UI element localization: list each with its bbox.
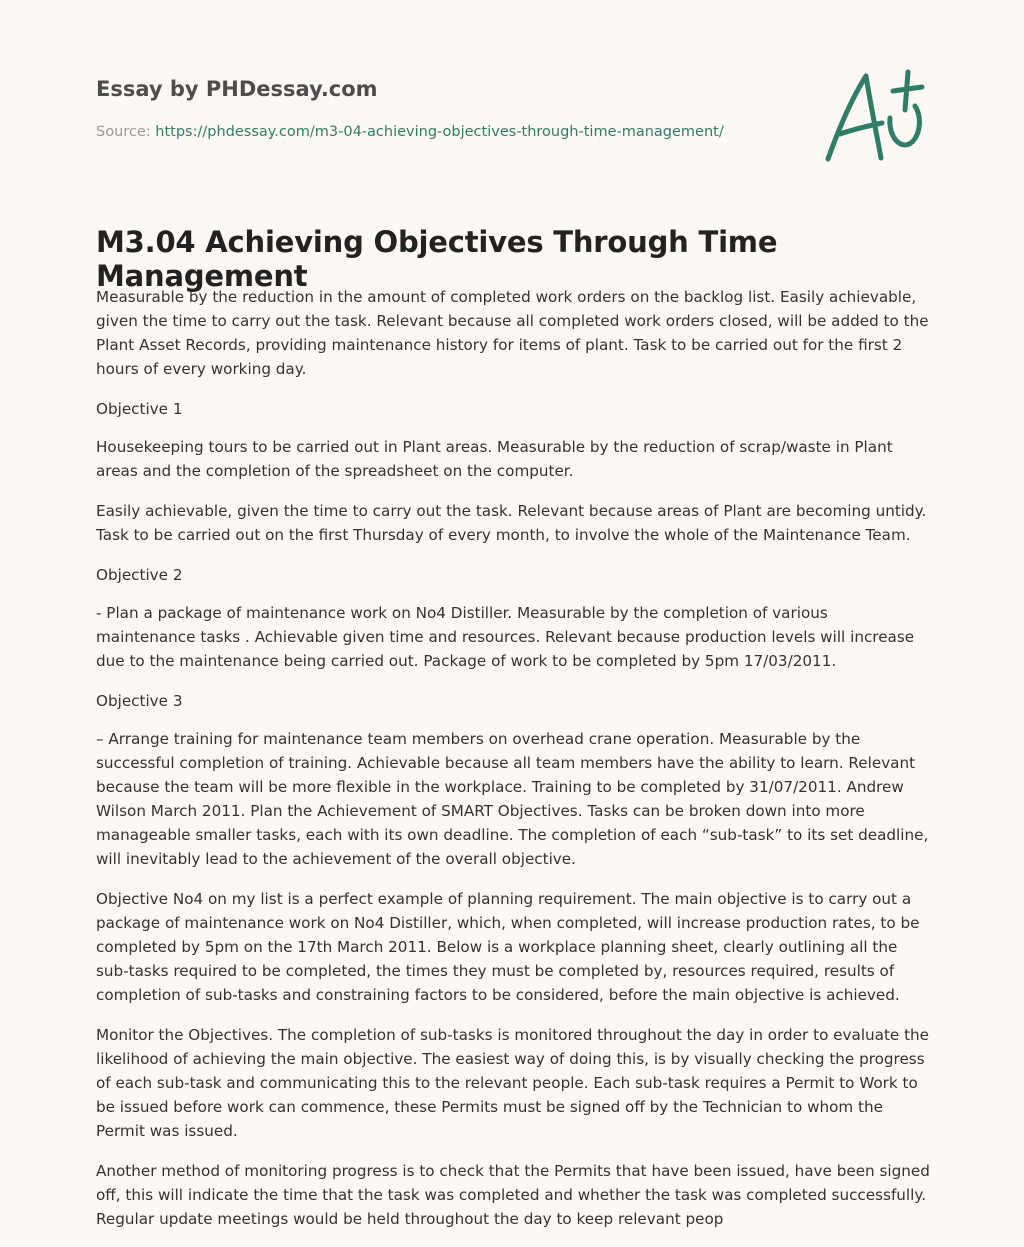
objective-heading: Objective 3 (96, 692, 183, 710)
source-line (96, 124, 724, 140)
site-brand: Essay by PHDessay.com (96, 77, 378, 101)
paragraph: Monitor the Objectives. The completion of sub-tasks is monitored throughout the day in order to evaluate the likelihood of achieving the main objective. The easiest way of doing this, is by visually checking the progress of each sub-task and communicating this to the relevant people. Each sub-task requires a Permit to Work to be issued before work can commence, these Permits must be signed off by the Technician to whom the Permit was issued. (96, 1026, 930, 1140)
objective-heading: Objective 1 (96, 400, 183, 418)
essay-title: M3.04 Achieving Objectives Through Time Management (96, 225, 778, 293)
a-plus-logo-icon (818, 66, 930, 166)
source-link[interactable]: https://phdessay.com/m3-04-achieving-objectives-through-time-management/ (155, 124, 724, 140)
objective-heading: Objective 2 (96, 566, 183, 584)
paragraph: - Plan a package of maintenance work on No4 Distiller. Measurable by the completion of various maintenance tasks . Achievable given time and resources. Relevant because production levels will increase due to the maintenance being carried out. Package of work to be completed by 5pm 17/03/2011. (96, 604, 915, 670)
essay-body (96, 285, 932, 1247)
paragraph: Measurable by the reduction in the amount of completed work orders on the backlog list. Easily achievable, given the time to carry out the task. Relevant because all completed work orders closed, will be added to the Plant Asset Records, providing maintenance history for items of plant. Task to be carried out for the first 2 hours of every working day. (96, 288, 929, 378)
paragraph: Objective No4 on my list is a perfect example of planning requirement. The main objective is to carry out a package of maintenance work on No4 Distiller, which, when completed, will increase production rates, to be completed by 5pm on the 17th March 2011. Below is a workplace planning sheet, clearly outlining all the sub-tasks required to be completed, the times they must be completed by, resources required, results of completion of sub-tasks and constraining factors to be considered, before the main objective is achieved. (96, 890, 920, 1004)
paragraph: Another method of monitoring progress is to check that the Permits that have been issued, have been signed off, this will indicate the time that the task was completed and whether the task was completed successfully. Regular update meetings would be held throughout the day to keep relevant peop (96, 1162, 930, 1228)
paragraph: Easily achievable, given the time to carry out the task. Relevant because areas of Plant are becoming untidy. Task to be carried out on the first Thursday of every month, to involve the whole of the Maintenance Team. (96, 502, 927, 544)
paragraph: Housekeeping tours to be carried out in Plant areas. Measurable by the reduction of scrap/waste in Plant areas and the completion of the spreadsheet on the computer. (96, 438, 893, 480)
source-label: Source: (96, 124, 156, 140)
paragraph: – Arrange training for maintenance team members on overhead crane operation. Measurable by the successful completion of training. Achievable because all team members have the ability to learn. Relevant because the team will be more flexible in the workplace. Training to be completed by 31/07/2011. Andrew Wilson March 2011. Plan the Achievement of SMART Objectives. Tasks can be broken down into more manageable smaller tasks, each with its own deadline. The completion of each “sub-task” to its set deadline, will inevitably lead to the achievement of the overall objective. (96, 730, 929, 868)
